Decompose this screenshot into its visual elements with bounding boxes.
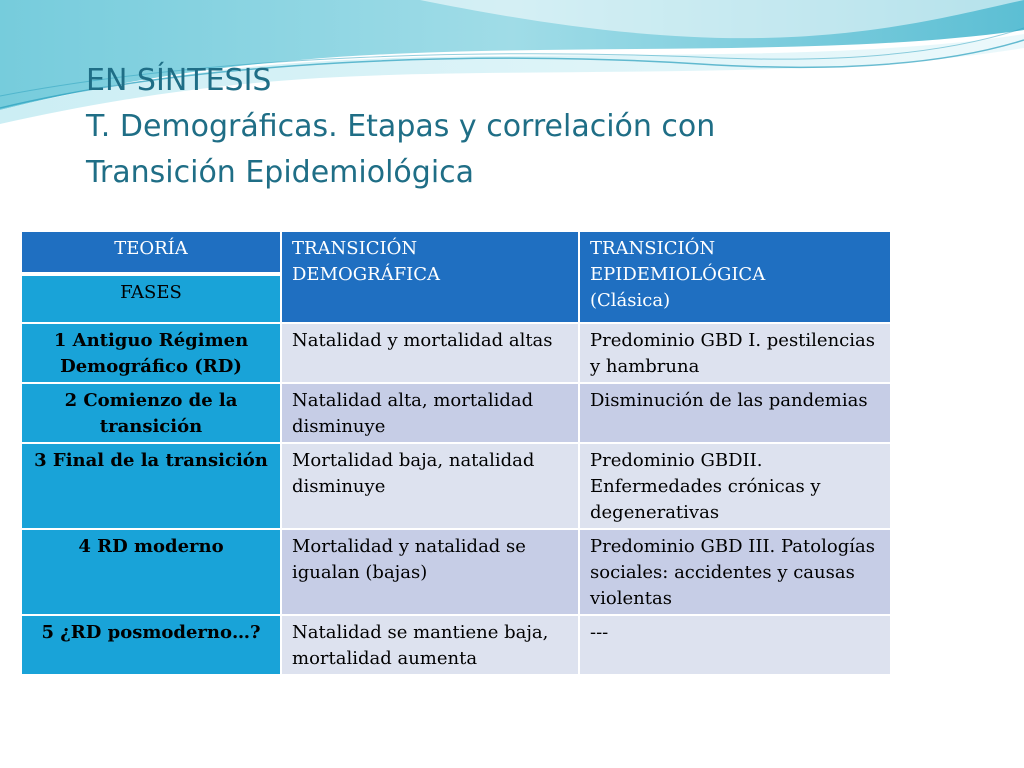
- epidemiologica-cell: Predominio GBDII. Enfermedades crónicas y degenerativas: [579, 443, 891, 529]
- table-row: [21, 443, 891, 529]
- header-epidemiologica: [579, 231, 891, 323]
- demografica-cell: Natalidad y mortalidad altas: [281, 323, 579, 383]
- epidemiologica-cell: Disminución de las pandemias: [579, 383, 891, 443]
- epidemiologica-cell: Predominio GBD III. Patologías sociales: accidentes y causas violentas: [579, 529, 891, 615]
- table-row: [21, 615, 891, 675]
- header-epidemiologica-sub: (Clásica): [590, 290, 671, 311]
- demografica-cell: Mortalidad y natalidad se igualan (bajas): [281, 529, 579, 615]
- header-teoria: TEORÍA: [21, 231, 281, 274]
- title-line-2: T. Demográficas. Etapas y correlación con: [86, 109, 716, 144]
- phase-cell: 3 Final de la transición: [21, 443, 281, 529]
- header-fases: FASES: [21, 274, 281, 323]
- slide-title: [86, 58, 986, 196]
- demografica-cell: Natalidad se mantiene baja, mortalidad aumenta: [281, 615, 579, 675]
- table-row: [21, 529, 891, 615]
- title-line-3: Transición Epidemiológica: [86, 155, 475, 190]
- demografica-cell: Mortalidad baja, natalidad disminuye: [281, 443, 579, 529]
- epidemiologica-cell: ---: [579, 615, 891, 675]
- header-epidemiologica-label: TRANSICIÓN EPIDEMIOLÓGICA: [590, 238, 766, 285]
- phase-cell: 1 Antiguo Régimen Demográfico (RD): [21, 323, 281, 383]
- table-row: [21, 383, 891, 443]
- phase-cell: 2 Comienzo de la transición: [21, 383, 281, 443]
- transition-table: [20, 230, 892, 676]
- demografica-cell: Natalidad alta, mortalidad disminuye: [281, 383, 579, 443]
- phase-cell: 4 RD moderno: [21, 529, 281, 615]
- header-demografica-label: TRANSICIÓN DEMOGRÁFICA: [292, 238, 441, 285]
- table-row: [21, 323, 891, 383]
- epidemiologica-cell: Predominio GBD I. pestilencias y hambruna: [579, 323, 891, 383]
- title-line-1: EN SÍNTESIS: [86, 63, 272, 98]
- phase-cell: 5 ¿RD posmoderno…?: [21, 615, 281, 675]
- header-demografica: [281, 231, 579, 323]
- table-header-row: [21, 231, 891, 274]
